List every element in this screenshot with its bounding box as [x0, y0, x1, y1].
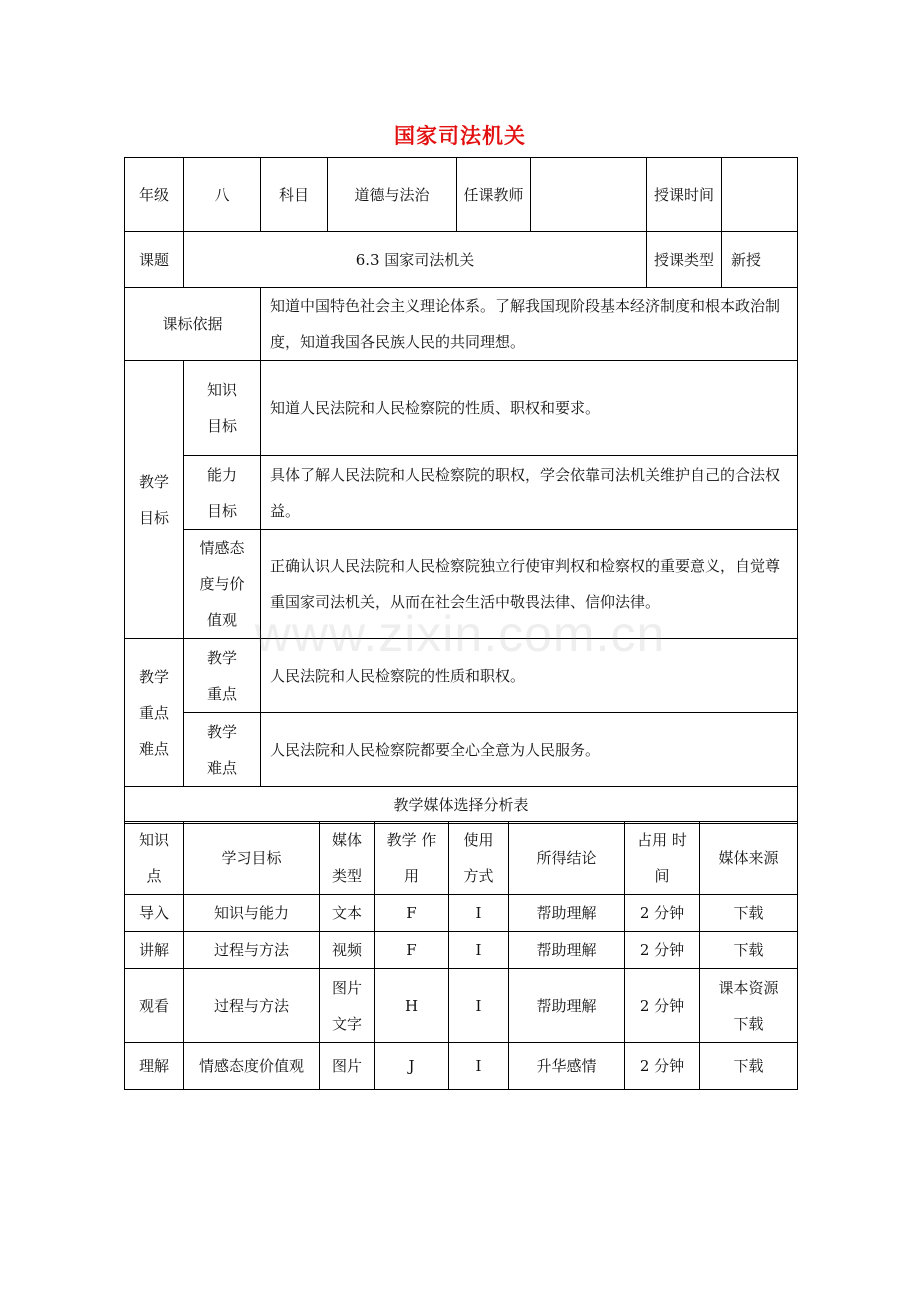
grade-label: 年级: [125, 158, 184, 232]
media-cell: 2 分钟: [625, 969, 700, 1043]
media-cell: 过程与方法: [184, 969, 320, 1043]
media-cell: 情感态度价值观: [184, 1043, 320, 1090]
media-cell: 帮助理解: [509, 932, 625, 969]
goal-label: 情感态度与价值观: [184, 530, 261, 639]
media-row: [125, 1043, 798, 1090]
goal-label: 知识目标: [184, 361, 261, 456]
media-cell: 视频: [320, 932, 375, 969]
media-cell: 升华感情: [509, 1043, 625, 1090]
standard-label: 课标依据: [125, 288, 261, 361]
watermark: www.zixin.com.cn: [254, 606, 666, 662]
media-cell: 讲解: [125, 932, 184, 969]
media-cell: 下载: [700, 895, 798, 932]
key-points-label: 教学重点难点: [125, 639, 184, 787]
media-row: [125, 895, 798, 932]
media-cell: 帮助理解: [509, 895, 625, 932]
topic-value: 6.3 国家司法机关: [184, 232, 647, 288]
media-cell: 图片文字: [320, 969, 375, 1043]
media-analysis-table: [124, 821, 798, 1090]
key-point-row: [125, 639, 798, 713]
media-row: [125, 932, 798, 969]
grade-value: 八: [184, 158, 261, 232]
goal-row: [125, 456, 798, 530]
media-cell: 2 分钟: [625, 895, 700, 932]
key-point-text: 人民法院和人民检察院的性质和职权。: [261, 639, 798, 713]
media-cell: I: [449, 932, 509, 969]
goal-row: [125, 361, 798, 456]
subject-label: 科目: [261, 158, 328, 232]
header-row: [125, 158, 798, 232]
media-cell: 下载: [700, 1043, 798, 1090]
media-cell: 过程与方法: [184, 932, 320, 969]
subject-value: 道德与法治: [328, 158, 457, 232]
lesson-type-value: 新授: [722, 232, 798, 288]
media-header-cell: 占用 时间: [625, 822, 700, 895]
media-cell: I: [449, 895, 509, 932]
media-row: [125, 969, 798, 1043]
topic-label: 课题: [125, 232, 184, 288]
document-title: 国家司法机关: [394, 123, 526, 148]
media-cell: 2 分钟: [625, 1043, 700, 1090]
media-cell: H: [375, 969, 449, 1043]
lesson-type-label: 授课类型: [647, 232, 722, 288]
media-table-title: 教学媒体选择分析表: [125, 787, 798, 824]
media-cell: I: [449, 969, 509, 1043]
media-cell: 观看: [125, 969, 184, 1043]
teacher-value: [531, 158, 647, 232]
lesson-plan-table: [124, 157, 798, 824]
media-header-cell: 学习目标: [184, 822, 320, 895]
media-header-cell: 教学 作用: [375, 822, 449, 895]
media-cell: 课本资源下载: [700, 969, 798, 1043]
time-value: [722, 158, 798, 232]
media-cell: 导入: [125, 895, 184, 932]
key-point-label: 教学重点: [184, 639, 261, 713]
goal-label: 能力目标: [184, 456, 261, 530]
key-point-label: 教学难点: [184, 713, 261, 787]
media-header-cell: 媒体来源: [700, 822, 798, 895]
goal-text: 正确认识人民法院和人民检察院独立行使审判权和检察权的重要意义，自觉尊重国家司法机关，从而在社会生活中敬畏法律、信仰法律。: [261, 530, 798, 639]
goals-label: 教学目标: [125, 361, 184, 639]
media-cell: 知识与能力: [184, 895, 320, 932]
media-cell: J: [375, 1043, 449, 1090]
time-label: 授课时间: [647, 158, 722, 232]
media-header-cell: 使用方式: [449, 822, 509, 895]
media-header-cell: 媒体类型: [320, 822, 375, 895]
key-point-text: 人民法院和人民检察院都要全心全意为人民服务。: [261, 713, 798, 787]
media-title-row: [125, 787, 798, 824]
media-cell: 下载: [700, 932, 798, 969]
media-cell: 帮助理解: [509, 969, 625, 1043]
goal-row: [125, 530, 798, 639]
media-cell: 理解: [125, 1043, 184, 1090]
topic-row: [125, 232, 798, 288]
teacher-label: 任课教师: [457, 158, 531, 232]
goal-text: 具体了解人民法院和人民检察院的职权，学会依靠司法机关维护自己的合法权益。: [261, 456, 798, 530]
key-point-row: [125, 713, 798, 787]
media-header-cell: 所得结论: [509, 822, 625, 895]
media-cell: I: [449, 1043, 509, 1090]
media-cell: 文本: [320, 895, 375, 932]
media-header-cell: 知识点: [125, 822, 184, 895]
media-cell: 图片: [320, 1043, 375, 1090]
media-cell: F: [375, 895, 449, 932]
standard-text: 知道中国特色社会主义理论体系。了解我国现阶段基本经济制度和根本政治制度，知道我国各民族人民的共同理想。: [261, 288, 798, 361]
media-cell: 2 分钟: [625, 932, 700, 969]
media-header-row: [125, 822, 798, 895]
media-cell: F: [375, 932, 449, 969]
goal-text: 知道人民法院和人民检察院的性质、职权和要求。: [261, 361, 798, 456]
standard-row: [125, 288, 798, 361]
